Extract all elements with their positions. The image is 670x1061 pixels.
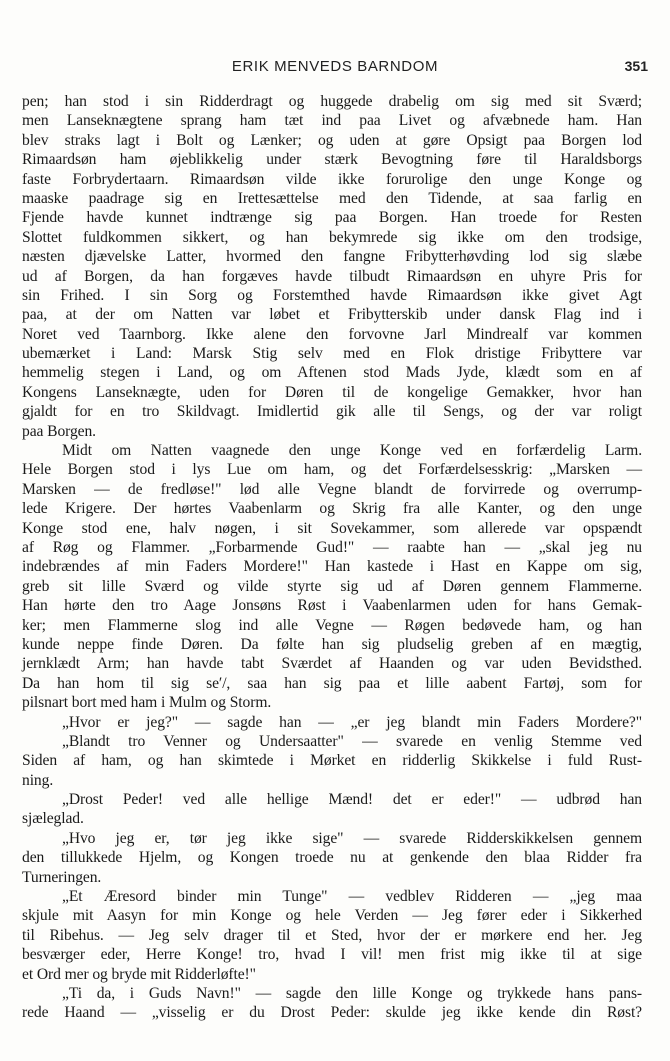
page-header [0,58,670,82]
text-line: rede Haand — „visselig er du Drost Peder: skulde jeg ikke kende din Røst? [22,1004,642,1022]
text-line: Rimaardsøn ham øjeblikkelig under stærk Bevogtning føre til Haraldsborgs [22,151,642,169]
text-line: „Et Æresord binder min Tunge" — vedblev Ridderen — „jeg maa [62,888,642,906]
text-line: paa, at der om Natten var løbet et Fribytterskib under dansk Flag ind i [22,306,642,324]
text-line: pilsnart bort med ham i Mulm og Storm. [22,694,272,712]
text-line: den tillukkede Hjelm, og Kongen troede nu at genkende den blaa Ridder fra [22,849,642,867]
text-line: Kongens Lanseknægte, uden for Døren til de kongelige Gemakker, hvor han [22,383,642,401]
text-line: „Hvo jeg er, tør jeg ikke sige" — svarede Ridderskikkelsen gennem [62,829,642,847]
text-line: jernklædt Arm; han havde tabt Sværdet af Haanden og var uden Bevidsthed. [22,655,642,673]
text-line: Turneringen. [22,868,102,886]
text-line: „Hvor er jeg?" — sagde han — „er jeg blandt min Faders Mordere?" [62,713,642,731]
text-line: Hele Borgen stod i lys Lue om ham, og det Forfærdelsesskrig: „Marsken — [22,461,642,479]
text-line: til Ribehus. — Jeg selv drager til et Sted, hvor der er mørkere end her. Jeg [22,926,642,944]
text-line: ubemærket i Land: Marsk Stig selv med en Flok dristige Fribyttere var [22,345,642,363]
text-line: næsten djævelske Latter, hvormed den fangne Fribytterhøvding lod sig slæbe [22,248,642,266]
text-line: „Ti da, i Guds Navn!" — sagde den lille Konge og trykkede hans pans- [62,984,642,1002]
text-line: indebrændes af min Faders Mordere!" Han kastede i Hast en Kappe om sig, [22,558,642,576]
page-number: 351 [624,58,648,74]
text-line: kunde neppe finde Døren. Da følte han sig pludselig greben af en mægtig, [22,635,642,653]
running-title: ERIK MENVEDS BARNDOM [231,58,439,75]
text-line: blev straks lagt i Bolt og Lænker; og uden at gøre Opsigt paa Borgen lod [22,131,642,149]
text-line: Fjende havde kunnet indtrænge sig paa Borgen. Han troede for Resten [22,209,642,227]
text-line: „Drost Peder! ved alle hellige Mænd! det er eder!" — udbrød han [62,791,642,809]
text-line: sin Frihed. I sin Sorg og Forstemthed havde Rimaardsøn ikke givet Agt [22,286,642,304]
text-line: af Røg og Flammer. „Forbarmende Gud!" — raabte han — „skal jeg nu [22,538,642,556]
text-line: pen; han stod i sin Ridderdragt og huggede drabelig om sig med sit Sværd; [22,93,642,110]
text-line: men Lanseknægtene sprang ham tæt ind paa Livet og afvæbnede ham. Han [22,112,642,130]
text-line: faste Forbrydertaarn. Rimaardsøn vilde ikke forurolige den unge Konge og [22,170,642,188]
text-line: greb sit lille Sværd og vilde styrte sig ud af Døren gennem Flammerne. [22,577,642,595]
text-line: ud af Borgen, da han forgæves havde tilbudt Rimaardsøn en uhyre Pris for [22,267,642,285]
text-line: Han hørte den tro Aage Jonsøns Røst i Vaabenlarmen uden for hans Gemak- [22,597,642,615]
text-line: gjaldt for en tro Skildvagt. Imidlertid gik alle til Sengs, og der var roligt [22,403,642,421]
text-line: besværger eder, Herre Konge! tro, hvad I vil! men frist mig ikke til at sige [22,946,642,964]
text-line: Noret ved Taarnborg. Ikke alene den forvovne Jarl Mindrealf var kommen [22,325,642,343]
text-line: Konge stod ene, halv nøgen, i sit Sovekammer, som allerede var opspændt [22,519,642,537]
text-line: Marsken — de fredløse!" lød alle Vegne blandt de forvirrede og overrump- [22,480,642,498]
text-line: Slottet fuldkommen sikkert, og han bekymrede sig ikke om den trodsige, [22,228,642,246]
text-line: et Ord mer og bryde mit Ridderløfte!" [22,965,256,983]
text-line: paa Borgen. [22,422,96,440]
text-line: ning. [22,771,54,789]
text-line: skjule mit Aasyn for min Konge og hele Verden — Jeg fører eder i Sikkerhed [22,907,642,925]
text-line: lede Krigere. Der hørtes Vaabenlarm og Skrig fra alle Kanter, og den unge [22,500,642,518]
body-text [22,92,642,1023]
text-line: Siden af ham, og han skimtede i Mørket en ridderlig Skikkelse i fuld Rust- [22,752,642,770]
text-line: maaske paadrage sig en Irettesættelse med den Tidende, at saa farlig en [22,189,642,207]
text-line: sjæleglad. [22,810,84,828]
text-line: Midt om Natten vaagnede den unge Konge ved en forfærdelig Larm. [62,442,642,460]
text-line: Da han hom til sig se′/, saa han sig paa et lille aabent Fartøj, som for [22,674,642,692]
text-line: ker; men Flammerne slog ind alle Vegne — Røgen bedøvede ham, og han [22,616,642,634]
text-line: hemmelig stegen i Land, og om Aftenen stod Mads Jyde, klædt som en af [22,364,642,382]
text-line: „Blandt tro Venner og Undersaatter" — svarede en venlig Stemme ved [62,732,642,750]
